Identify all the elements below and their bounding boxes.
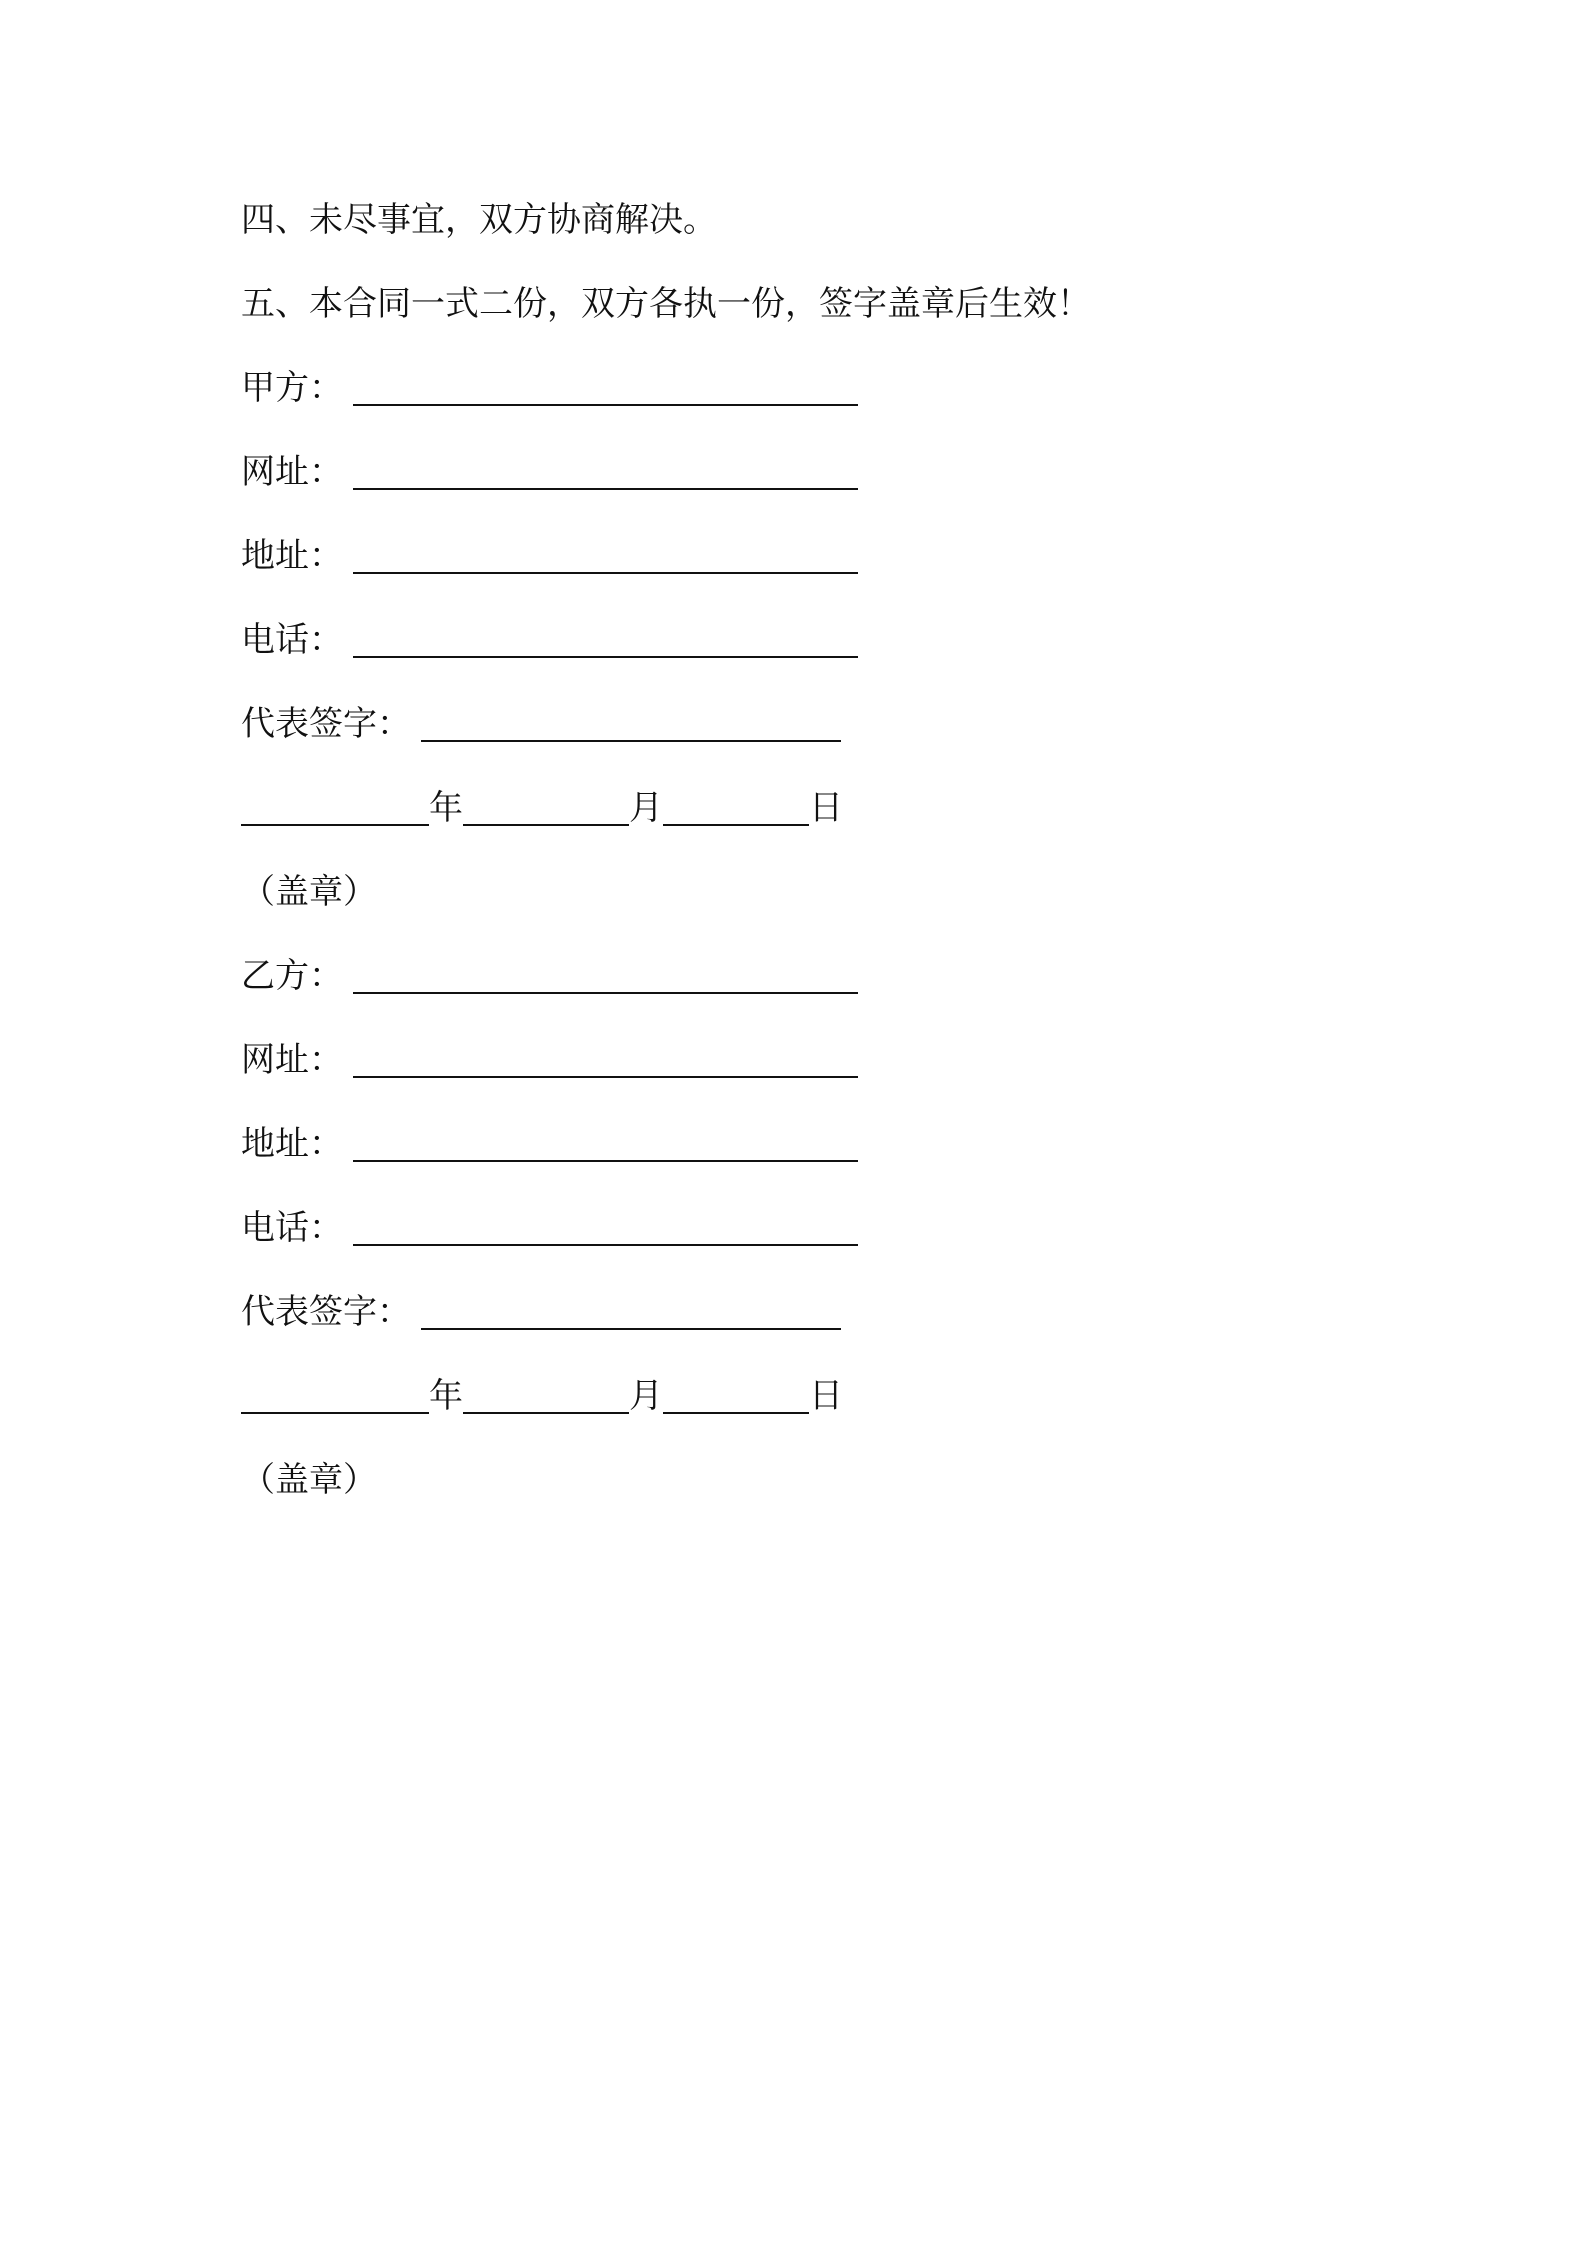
party-a-year-label: 年	[429, 788, 463, 828]
party-a-name-label: 甲方：	[241, 368, 343, 408]
party-a-name-blank[interactable]	[353, 372, 858, 406]
party-a-phone-label: 电话：	[241, 620, 343, 660]
party-a-stamp-row	[241, 872, 1341, 912]
party-a-day-blank[interactable]	[663, 792, 809, 826]
clause-four	[241, 200, 1341, 240]
clause-five-text: 五、本合同一式二份，双方各执一份，签字盖章后生效！	[241, 284, 1091, 324]
party-b-name-row	[241, 956, 1341, 996]
party-b-stamp-label: （盖章）	[241, 1460, 377, 1500]
party-a-signature-blank[interactable]	[421, 708, 841, 742]
party-a-month-blank[interactable]	[463, 792, 629, 826]
party-a-day-label: 日	[809, 788, 843, 828]
party-b-month-label: 月	[629, 1376, 663, 1416]
party-a-address-blank[interactable]	[353, 540, 858, 574]
party-a-name-row	[241, 368, 1341, 408]
party-b-website-row	[241, 1040, 1341, 1080]
party-a-website-row	[241, 452, 1341, 492]
party-a-address-label: 地址：	[241, 536, 343, 576]
party-b-day-label: 日	[809, 1376, 843, 1416]
party-a-signature-label: 代表签字：	[241, 704, 411, 744]
party-b-date-row	[241, 1376, 1341, 1416]
party-a-date-row	[241, 788, 1341, 828]
party-b-address-row	[241, 1124, 1341, 1164]
party-a-phone-row	[241, 620, 1341, 660]
party-a-address-row	[241, 536, 1341, 576]
party-a-stamp-label: （盖章）	[241, 872, 377, 912]
clause-five	[241, 284, 1341, 324]
party-b-phone-blank[interactable]	[353, 1212, 858, 1246]
party-a-month-label: 月	[629, 788, 663, 828]
party-b-year-blank[interactable]	[241, 1380, 429, 1414]
party-b-day-blank[interactable]	[663, 1380, 809, 1414]
contract-signature-section	[241, 200, 1341, 1544]
party-a-website-label: 网址：	[241, 452, 343, 492]
party-a-website-blank[interactable]	[353, 456, 858, 490]
party-b-year-label: 年	[429, 1376, 463, 1416]
party-b-signature-blank[interactable]	[421, 1296, 841, 1330]
party-b-address-label: 地址：	[241, 1124, 343, 1164]
party-a-signature-row	[241, 704, 1341, 744]
party-b-name-label: 乙方：	[241, 956, 343, 996]
clause-four-text: 四、未尽事宜，双方协商解决。	[241, 200, 717, 240]
party-b-name-blank[interactable]	[353, 960, 858, 994]
party-b-signature-label: 代表签字：	[241, 1292, 411, 1332]
party-b-address-blank[interactable]	[353, 1128, 858, 1162]
party-b-website-blank[interactable]	[353, 1044, 858, 1078]
party-a-year-blank[interactable]	[241, 792, 429, 826]
party-b-month-blank[interactable]	[463, 1380, 629, 1414]
party-b-phone-row	[241, 1208, 1341, 1248]
party-b-stamp-row	[241, 1460, 1341, 1500]
party-b-website-label: 网址：	[241, 1040, 343, 1080]
party-a-phone-blank[interactable]	[353, 624, 858, 658]
party-b-signature-row	[241, 1292, 1341, 1332]
party-b-phone-label: 电话：	[241, 1208, 343, 1248]
